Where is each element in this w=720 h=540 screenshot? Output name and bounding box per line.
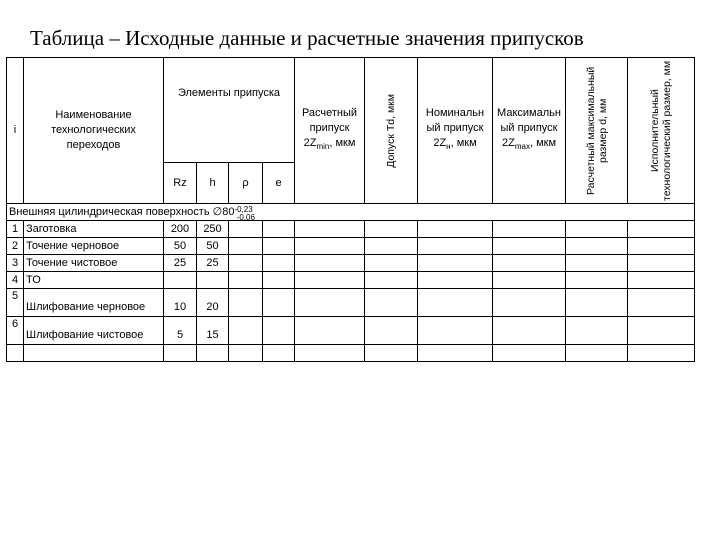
table-row: 2 Точение черновое 50 50 bbox=[7, 238, 695, 255]
table-row: 1 Заготовка 200 250 bbox=[7, 221, 695, 238]
header-calc-allowance: Расчетный припуск $2Z_{min}$, мкм bbox=[295, 58, 365, 204]
header-exec-size: Исполнительный технологический размер, мм bbox=[628, 58, 695, 204]
table-row-empty bbox=[7, 345, 695, 362]
table-row: 6 Шлифование чистовое 5 15 bbox=[7, 317, 695, 345]
header-name: Наименование технологических переходов bbox=[24, 58, 164, 204]
header-tolerance: Допуск Td, мкм bbox=[365, 58, 418, 204]
header-eps: e bbox=[263, 163, 295, 204]
header-elements: Элементы припуска bbox=[164, 58, 295, 163]
page-title: Таблица – Исходные данные и расчетные значения припусков bbox=[30, 26, 584, 50]
header-rz: Rz bbox=[164, 163, 197, 204]
section-row: Внешняя цилиндрическая поверхность $\emptyset 80^{-0,23}_{-0,06}$ bbox=[7, 204, 695, 221]
header-rho: ρ bbox=[229, 163, 263, 204]
table-row: 4 ТО bbox=[7, 272, 695, 289]
header-index: i bbox=[7, 58, 24, 204]
header-h: h bbox=[197, 163, 229, 204]
header-max: Максимальн ый припуск $2Z_{max}$, мкм bbox=[493, 58, 566, 204]
table-row: 5 Шлифование черновое 10 20 bbox=[7, 289, 695, 317]
header-calc-max-size: Расчетный максимальный размер d, мм bbox=[566, 58, 628, 204]
allowance-table bbox=[6, 57, 695, 362]
header-nominal: Номинальн ый припуск $2Z_н$, мкм bbox=[418, 58, 493, 204]
table-row: 3 Точение чистовое 25 25 bbox=[7, 255, 695, 272]
